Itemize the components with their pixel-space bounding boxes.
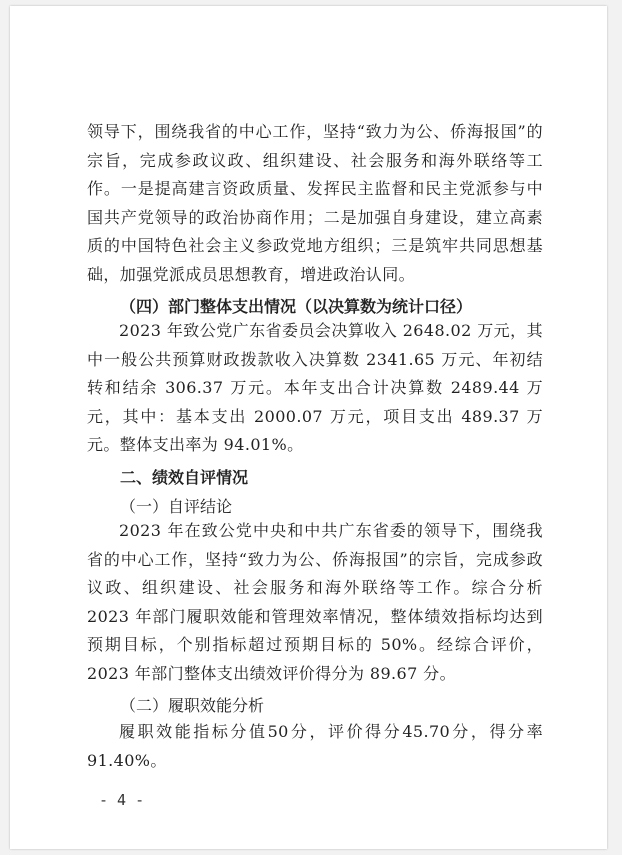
paragraph-leadership: 领导下，围绕我省的中心工作，坚持“致力为公、侨海报国”的宗旨，完成参政议政、组织建设、社会服务和海外联络等工作。一是提高建言资政质量、发挥民主监督和民主党派参与中国共产党领导的政治协商作用；二是加强自身建设，建立高素质的中国特色社会主义参政党地方组织；三是筑牢共同思想基础，加强党派成员思想教育，增进政治认同。 [87, 122, 543, 284]
document-page [10, 6, 607, 849]
heading-overall-expenditure: （四）部门整体支出情况（以决算数为统计口径） [120, 297, 473, 316]
paragraph-performance: 履职效能指标分值50分，评价得分45.70分，得分率91.40%。 [87, 722, 543, 770]
subheading-performance: （二）履职效能分析 [120, 696, 265, 715]
subheading-conclusion: （一）自评结论 [120, 497, 233, 516]
paragraph-expenditure: 2023 年致公党广东省委员会决算收入 2648.02 万元，其中一般公共预算财政拨款收入决算数 2341.65 万元、年初结转和结余 306.37 万元。本年支出合计决算数 2489.44 万元，其中：基本支出 2000.07 万元，项目支出 489.37 万元。整体支出率为 94.01%。 [87, 321, 543, 454]
page-number: - 4 - [99, 791, 145, 809]
paragraph-conclusion: 2023 年在致公党中央和中共广东省委的领导下，围绕我省的中心工作，坚持“致力为公、侨海报国”的宗旨，完成参政议政、组织建设、社会服务和海外联络等工作。综合分析 2023 年部门履职效能和管理效率情况，整体绩效指标均达到预期目标，个别指标超过预期目标的 50%。经综合评价，2023 年部门整体支出绩效评价得分为 89.67 分。 [87, 521, 543, 683]
section-title-self-evaluation: 二、绩效自评情况 [120, 468, 249, 487]
